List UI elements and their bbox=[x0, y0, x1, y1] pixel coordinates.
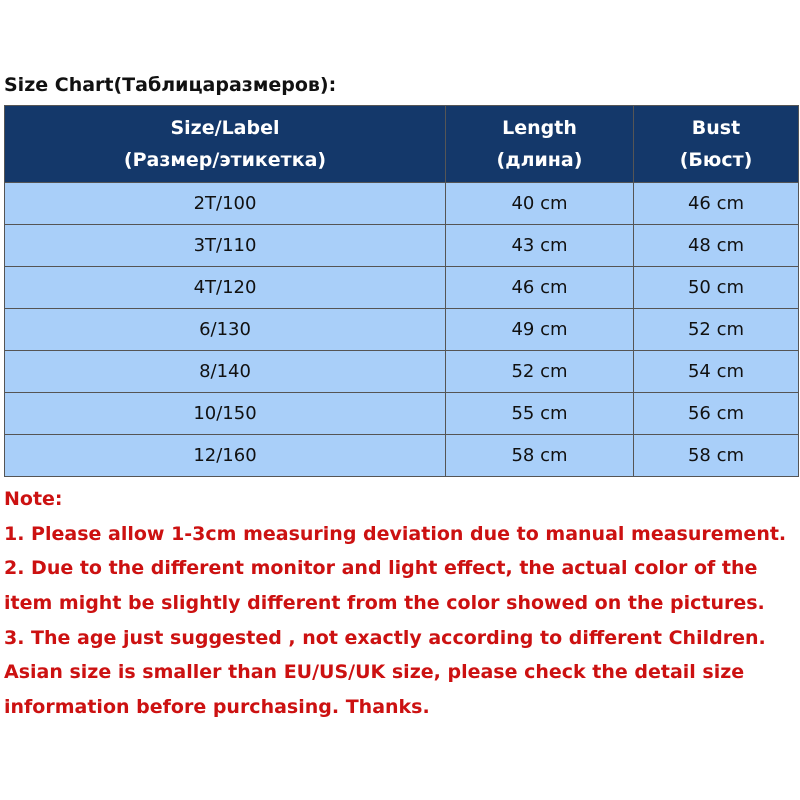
table-row bbox=[5, 309, 799, 351]
table-header-row bbox=[5, 106, 799, 183]
table-row bbox=[5, 225, 799, 267]
header-size-label-en: Size/Label bbox=[170, 117, 280, 139]
note-line: 1. Please allow 1-3cm measuring deviation due to manual measurement. bbox=[4, 522, 787, 545]
header-length-ru: (длина) bbox=[496, 149, 583, 171]
cell-length: 43 cm bbox=[446, 225, 634, 267]
cell-length: 46 cm bbox=[446, 267, 634, 309]
header-length-en: Length bbox=[502, 117, 577, 139]
cell-bust: 56 cm bbox=[634, 393, 799, 435]
header-bust-en: Bust bbox=[691, 117, 741, 139]
cell-size: 3T/110 bbox=[5, 225, 446, 267]
cell-length: 55 cm bbox=[446, 393, 634, 435]
cell-size: 8/140 bbox=[5, 351, 446, 393]
cell-bust: 54 cm bbox=[634, 351, 799, 393]
cell-length: 52 cm bbox=[446, 351, 634, 393]
cell-length: 58 cm bbox=[446, 435, 634, 477]
table-row bbox=[5, 267, 799, 309]
size-chart-table bbox=[4, 105, 799, 477]
cell-size: 4T/120 bbox=[5, 267, 446, 309]
cell-bust: 52 cm bbox=[634, 309, 799, 351]
cell-length: 40 cm bbox=[446, 183, 634, 225]
header-size-label-ru: (Размер/этикетка) bbox=[123, 149, 327, 171]
table-row bbox=[5, 393, 799, 435]
page-title: Size Chart(Таблицаразмеров): bbox=[4, 74, 337, 96]
cell-size: 2T/100 bbox=[5, 183, 446, 225]
header-bust-ru: (Бюст) bbox=[679, 149, 753, 171]
note-line: 2. Due to the different monitor and light effect, the actual color of the bbox=[4, 557, 758, 580]
cell-bust: 50 cm bbox=[634, 267, 799, 309]
note-line: 3. The age just suggested , not exactly according to different Children. bbox=[4, 626, 766, 649]
note-line: item might be slightly different from the color showed on the pictures. bbox=[4, 592, 765, 615]
note-line: information before purchasing. Thanks. bbox=[4, 696, 430, 719]
header-bust bbox=[634, 106, 799, 183]
cell-size: 12/160 bbox=[5, 435, 446, 477]
cell-length: 49 cm bbox=[446, 309, 634, 351]
table-row bbox=[5, 183, 799, 225]
notes-section bbox=[4, 482, 798, 725]
cell-size: 6/130 bbox=[5, 309, 446, 351]
table-row bbox=[5, 351, 799, 393]
header-length bbox=[446, 106, 634, 183]
note-line: Asian size is smaller than EU/US/UK size, please check the detail size bbox=[4, 661, 745, 684]
notes-heading: Note: bbox=[4, 488, 63, 510]
header-size-label bbox=[5, 106, 446, 183]
cell-bust: 46 cm bbox=[634, 183, 799, 225]
cell-bust: 58 cm bbox=[634, 435, 799, 477]
table-row bbox=[5, 435, 799, 477]
cell-size: 10/150 bbox=[5, 393, 446, 435]
cell-bust: 48 cm bbox=[634, 225, 799, 267]
